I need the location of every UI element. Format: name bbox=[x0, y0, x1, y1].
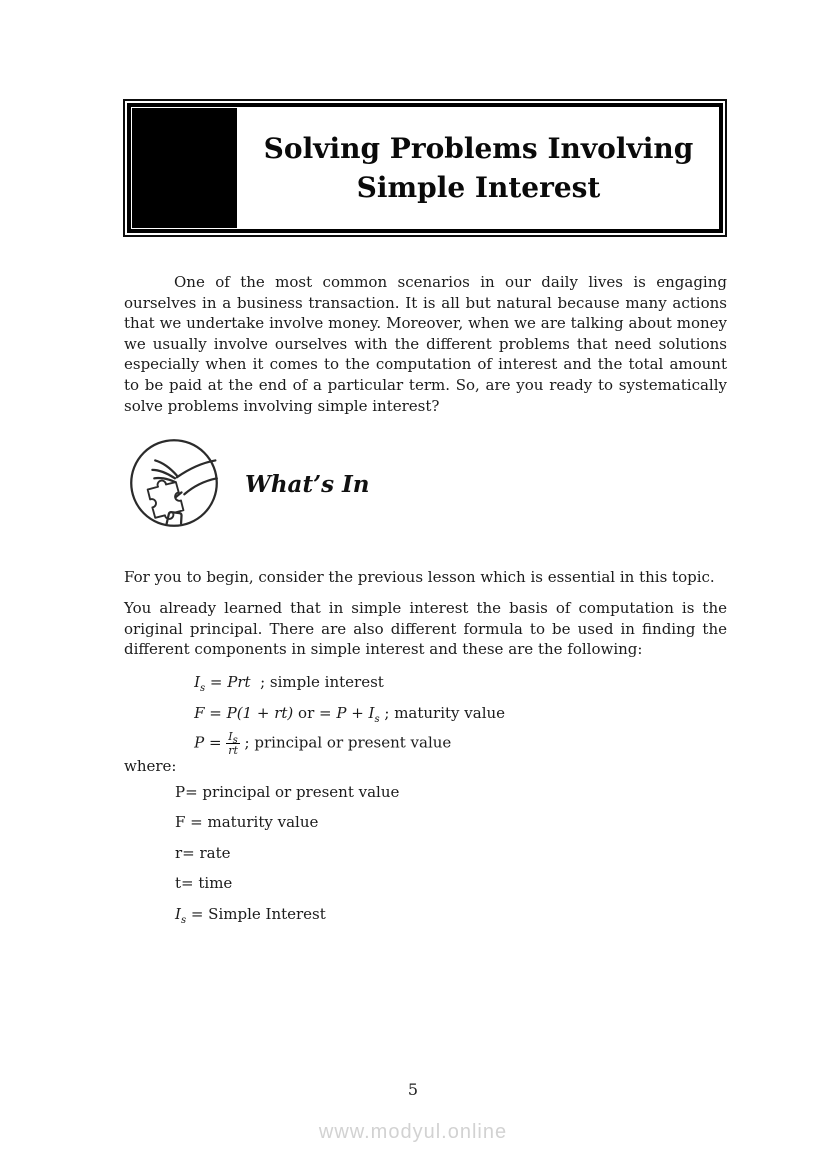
where-label: where: bbox=[124, 757, 177, 775]
formula-var: P bbox=[194, 733, 205, 752]
learned-paragraph: You already learned that in simple interest the basis of computation is the original principal. There are also different formula to be used in finding the different components in simple interest and these are the following: bbox=[124, 599, 727, 659]
fraction-numerator-var: I bbox=[228, 730, 233, 743]
definition-maturity: F = maturity value bbox=[175, 813, 319, 832]
formula-subscript: s bbox=[200, 683, 206, 694]
page-title bbox=[238, 107, 719, 229]
lesson-title-box bbox=[123, 99, 727, 237]
definition-time: t= time bbox=[175, 874, 233, 893]
formula-var: F bbox=[194, 704, 205, 722]
header-accent-block bbox=[132, 108, 237, 228]
definition-subscript: s bbox=[180, 914, 187, 926]
definition-var: I bbox=[175, 904, 181, 923]
formula-var: I bbox=[194, 673, 201, 691]
fraction bbox=[226, 730, 240, 757]
page-number: 5 bbox=[407, 1080, 419, 1099]
begin-paragraph: For you to begin, consider the previous lesson which is essential in this topic. bbox=[124, 568, 715, 586]
formula-expression: Prt bbox=[227, 673, 251, 691]
formula-equals: = bbox=[204, 704, 227, 722]
formula-subscript: s bbox=[374, 714, 380, 725]
page-title-line2: Simple Interest bbox=[356, 171, 601, 204]
definition-text: = Simple Interest bbox=[186, 904, 326, 923]
formula-expression-2: P + I bbox=[336, 704, 375, 722]
whats-in-heading: What’s In bbox=[245, 471, 370, 498]
fraction-numerator bbox=[226, 730, 240, 747]
formula-equals: = bbox=[204, 733, 227, 752]
formula-description: ; simple interest bbox=[250, 673, 384, 691]
hand-puzzle-icon bbox=[127, 436, 221, 530]
intro-paragraph: One of the most common scenarios in our daily lives is engaging ourselves in a business transaction. It is all but natural because many actions that we undertake involve money. Moreover, when we are talking about money we usually involve ourselves with the different problems that need solutions especially when it comes to the computation of interest and the total amount to be paid at the end of a particular term. So, are you ready to systematically solve problems involving simple interest? bbox=[124, 273, 727, 415]
formula-expression-1: P(1 + rt) bbox=[226, 704, 294, 722]
fraction-numerator-sub: s bbox=[232, 735, 238, 747]
formula-principal bbox=[175, 712, 451, 775]
definition-rate: r= rate bbox=[175, 843, 231, 862]
watermark: www.modyul.online bbox=[318, 1121, 508, 1143]
formula-description: ; principal or present value bbox=[239, 733, 452, 752]
definition-principal: P= principal or present value bbox=[175, 783, 400, 801]
formula-conjunction: or = bbox=[293, 704, 337, 722]
formula-equals: = bbox=[205, 673, 228, 691]
formula-description: ; maturity value bbox=[379, 704, 506, 722]
page-title-line1: Solving Problems Involving bbox=[263, 132, 694, 165]
variable-definitions bbox=[175, 777, 399, 929]
definition-simple-interest bbox=[175, 899, 399, 929]
lesson-title-box-inner bbox=[127, 103, 723, 233]
fraction-denominator: rt bbox=[228, 744, 238, 758]
